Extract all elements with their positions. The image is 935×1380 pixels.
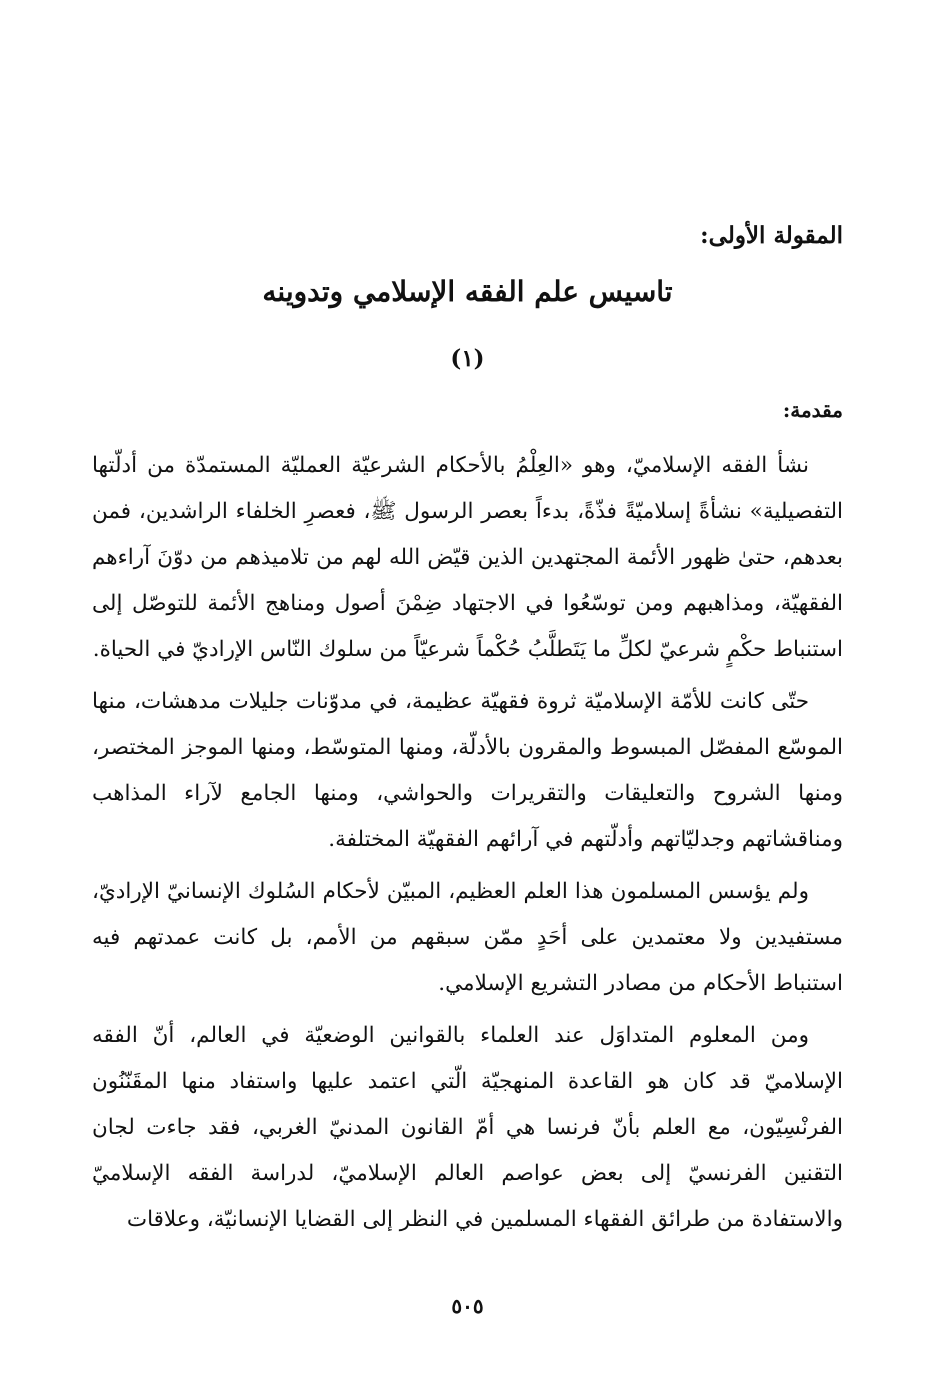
chapter-title: تاسيس علم الفقه الإسلامي وتدوينه — [262, 275, 673, 308]
paragraph-3: ولم يؤسس المسلمون هذا العلم العظيم، المبيّن لأحكام السُلوك الإنسانيّ الإراديّ، مستفيدين ولا معتمدين على أحَدٍ ممّن سبقهم من الأمم، بل كانت عمدتهم فيه استنباط الأحكام من مصادر التشريع الإسلامي. — [92, 879, 843, 996]
body-text — [92, 443, 843, 1249]
paragraph-4: ومن المعلوم المتداوَل عند العلماء بالقوانين الوضعيّة في العالم، أنّ الفقه الإسلاميّ قد كان هو القاعدة المنهجيّة الّتي اعتمد عليها واستفاد منها المقَنّنُون الفرنْسِيّون، مع العلم بأنّ فرنسا هي أمّ القانون المدنيّ الغربي، فقد جاءت لجان التقنين الفرنسيّ إلى بعض عواصم العالم الإسلاميّ، لدراسة الفقه الإسلاميّ والاستفادة من طرائق الفقهاء المسلمين في النظر إلى القضايا الإنسانيّة، وعلاقات — [92, 1023, 843, 1232]
paragraph-1: نشأ الفقه الإسلاميّ، وهو «العِلْمُ بالأحكام الشرعيّة العمليّة المستمدّة من أدلّتها التفصيلية» نشأةً إسلاميّةً فذّةً، بدءاً بعصر الرسول ﷺ، فعصرِ الخلفاء الراشدين، فمن بعدهم، حتىٰ ظهور الأئمة المجتهدين الذين قيّض الله لهم من تلاميذهم من دوّنَ آراءهم الفقهيّة، ومذاهبهم ومن توسّعُوا في الاجتهاد ضِمْنَ أصول ومناهج الأئمة للتوصّل إلى استنباط حكْمٍ شرعيّ لكلِّ ما يَتَطلَّبُ حُكْماً شرعيّاً من سلوك النّاس الإراديّ في الحياة. — [92, 453, 843, 662]
section-number: (١) — [450, 345, 485, 372]
section-label: المقولة الأولى: — [700, 222, 843, 249]
introduction-heading: مقدمة: — [782, 398, 843, 422]
paragraph-2: حتّى كانت للأمّة الإسلاميّة ثروة فقهيّة عظيمة، في مدوّنات جليلات مدهشات، منها الموسّع المفصّل المبسوط والمقرون بالأدلّة، ومنها المتوسّط، ومنها الموجز المختصر، ومنها الشروح والتعليقات والتقريرات والحواشي، ومنها الجامع لآراء المذاهب ومناقشاتهم وجدليّاتهم وأدلّتهم في آرائهم الفقهيّة المختلفة. — [92, 689, 843, 852]
page-number: ٥٠٥ — [451, 1294, 484, 1318]
